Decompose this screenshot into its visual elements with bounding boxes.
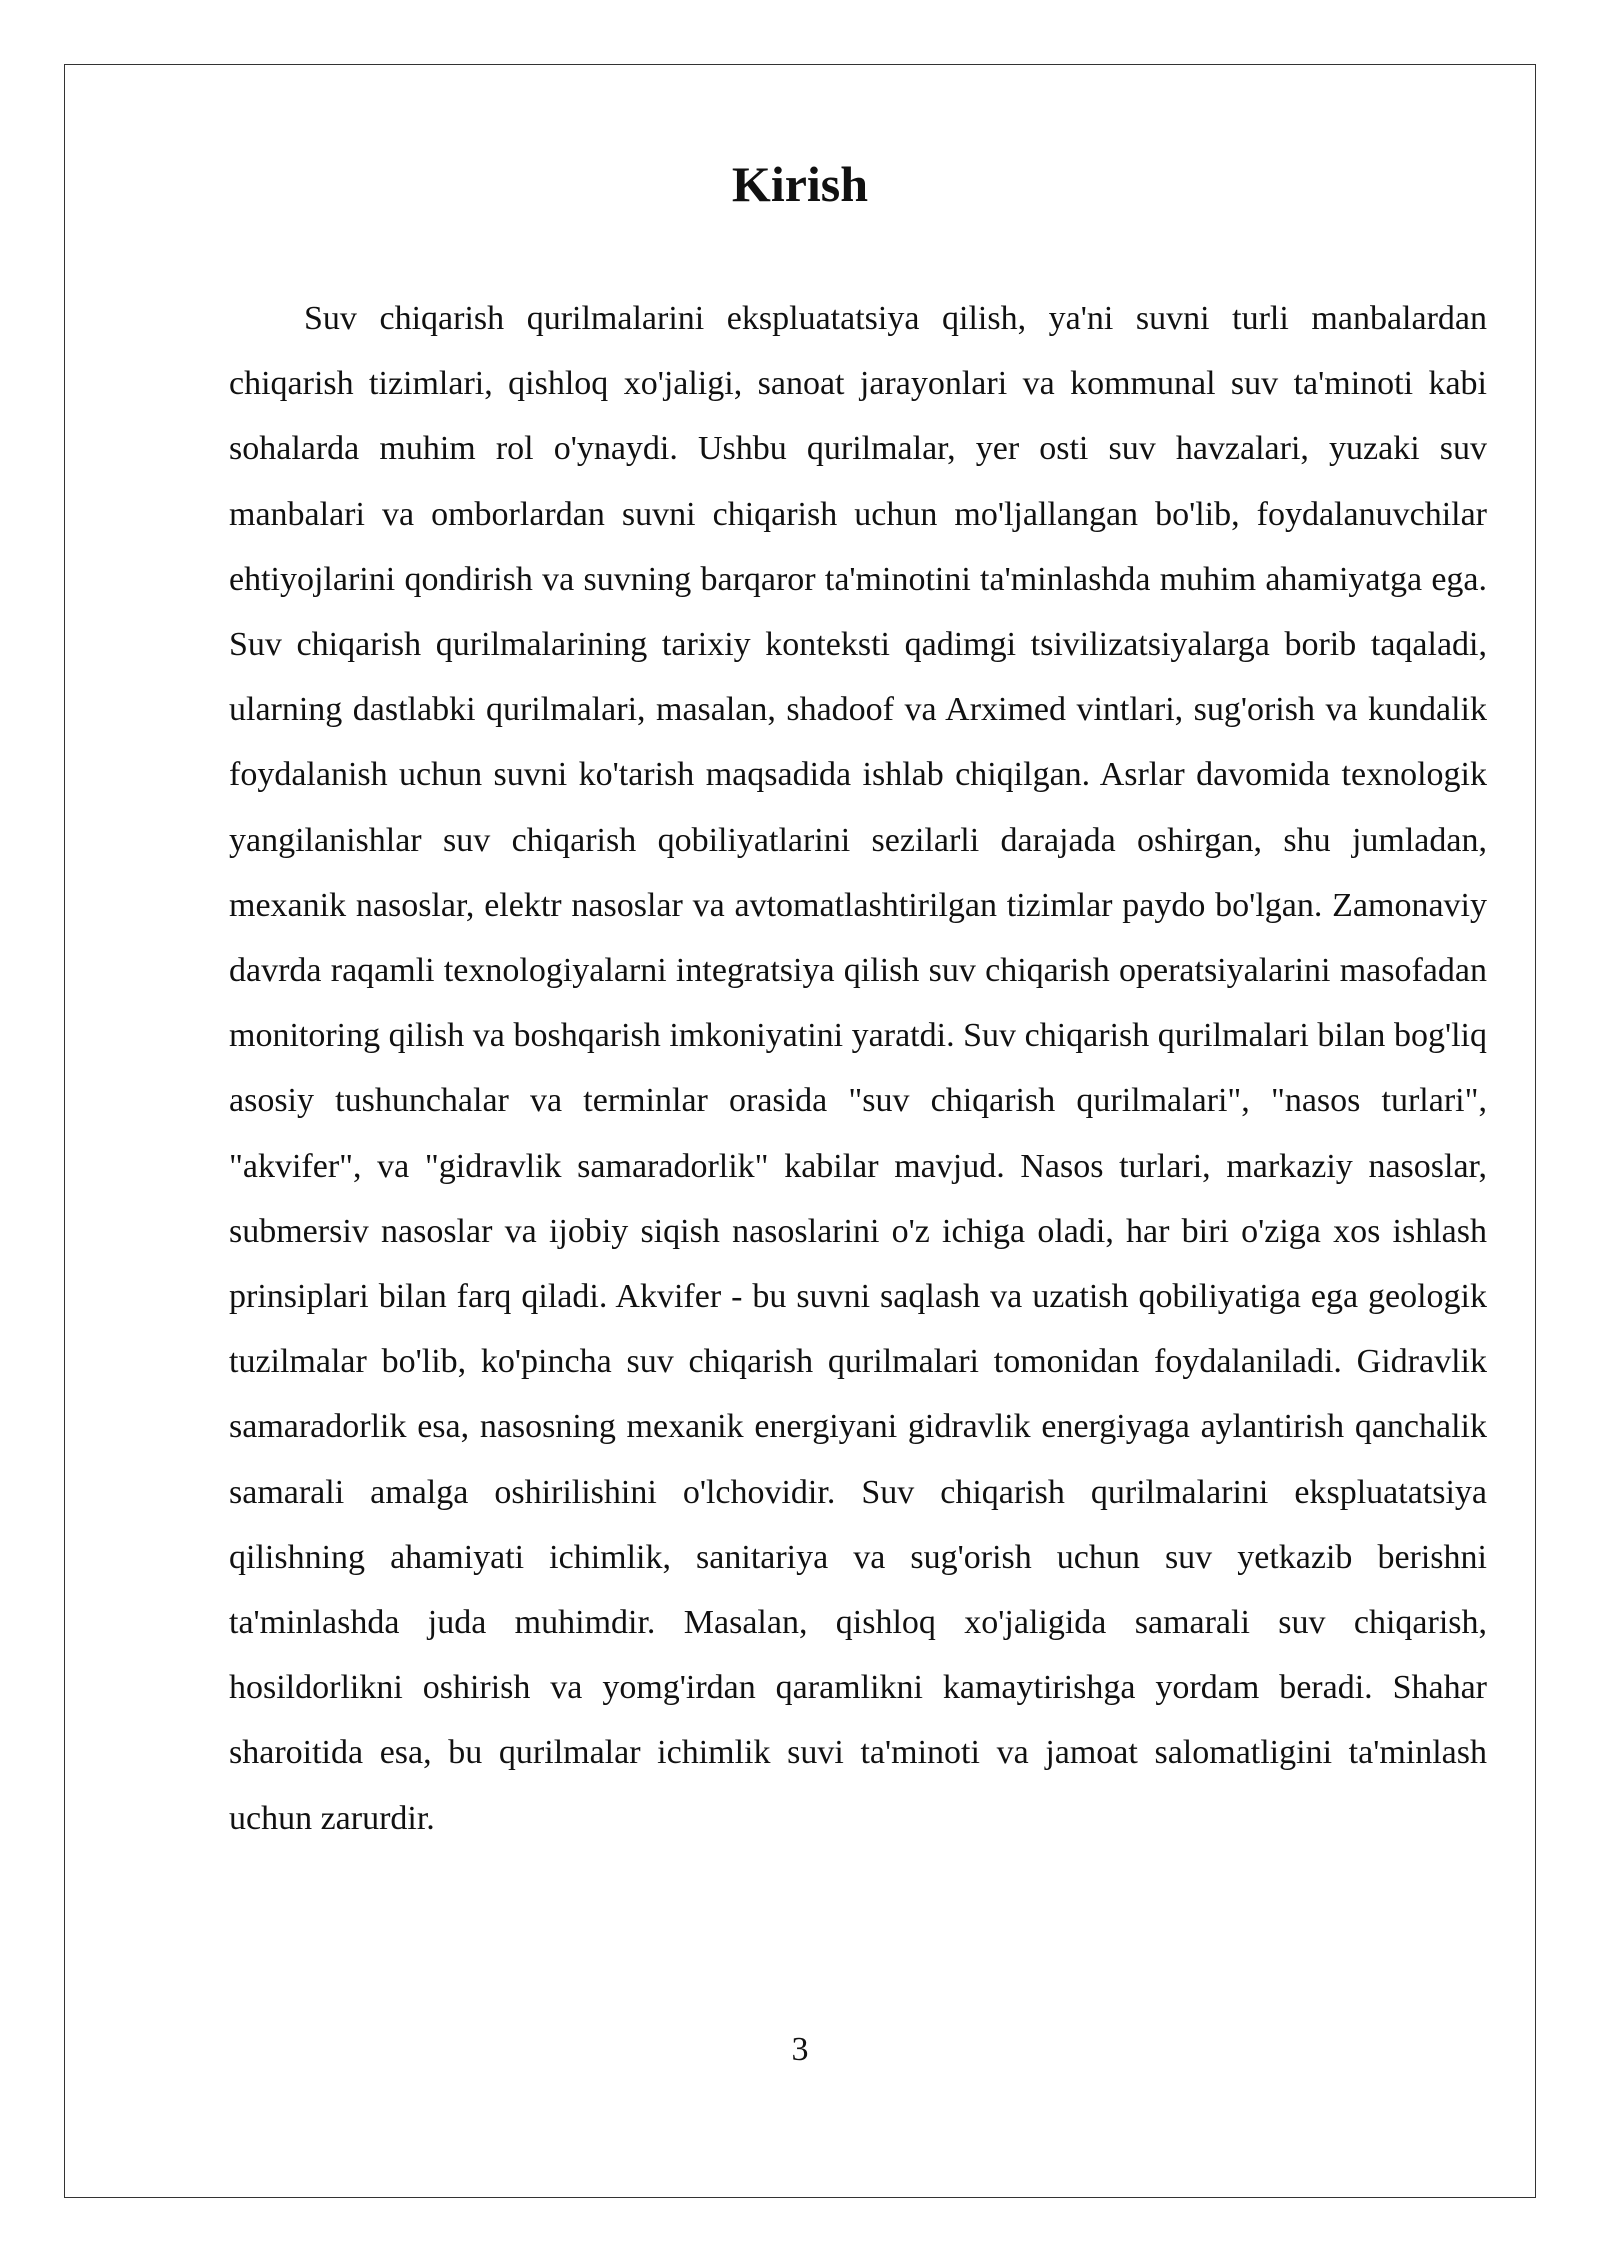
- body-paragraph: Suv chiqarish qurilmalarini ekspluatatsiya qilish, ya'ni suvni turli manbalardan chiqarish tizimlari, qishloq xo'jaligi, sanoat jarayonlari va kommunal suv ta'minoti kabi sohalarda muhim rol o'ynaydi. Ushbu qurilmalar, yer osti suv havzalari, yuzaki suv manbalari va omborlardan suvni chiqarish uchun mo'ljallangan bo'lib, foydalanuvchilar ehtiyojlarini qondirish va suvning barqaror ta'minotini ta'minlashda muhim ahamiyatga ega. Suv chiqarish qurilmalarining tarixiy konteksti qadimgi tsivilizatsiyalarga borib taqaladi, ularning dastlabki qurilmalari, masalan, shadoof va Arximed vintlari, sug'orish va kundalik foydalanish uchun suvni ko'tarish maqsadida ishlab chiqilgan. Asrlar davomida texnologik yangilanishlar suv chiqarish qobiliyatlarini sezilarli darajada oshirgan, shu jumladan, mexanik nasoslar, elektr nasoslar va avtomatlashtirilgan tizimlar paydo bo'lgan. Zamonaviy davrda raqamli texnologiyalarni integratsiya qilish suv chiqarish operatsiyalarini masofadan monitoring qilish va boshqarish imkoniyatini yaratdi. Suv chiqarish qurilmalari bilan bog'liq asosiy tushunchalar va terminlar orasida "suv chiqarish qurilmalari", "nasos turlari", "akvifer", va "gidravlik samaradorlik" kabilar mavjud. Nasos turlari, markaziy nasoslar, submersiv nasoslar va ijobiy siqish nasoslarini o'z ichiga oladi, har biri o'ziga xos ishlash prinsiplari bilan farq qiladi. Akvifer - bu suvni saqlash va uzatish qobiliyatiga ega geologik tuzilmalar bo'lib, ko'pincha suv chiqarish qurilmalari tomonidan foydalaniladi. Gidravlik samaradorlik esa, nasosning mexanik energiyani gidravlik energiyaga aylantirish qanchalik samarali amalga oshirilishini o'lchovidir. Suv chiqarish qurilmalarini ekspluatatsiya qilishning ahamiyati ichimlik, sanitariya va sug'orish uchun suv yetkazib berishni ta'minlashda juda muhimdir. Masalan, qishloq xo'jaligida samarali suv chiqarish, hosildorlikni oshirish va yomg'irdan qaramlikni kamaytirishga yordam beradi. Shahar sharoitida esa, bu qurilmalar ichimlik suvi ta'minoti va jamoat salomatligini ta'minlash uchun zarurdir.: [229, 300, 1487, 1837]
- page-number: 3: [791, 2031, 809, 2068]
- page-title: Kirish: [731, 156, 869, 212]
